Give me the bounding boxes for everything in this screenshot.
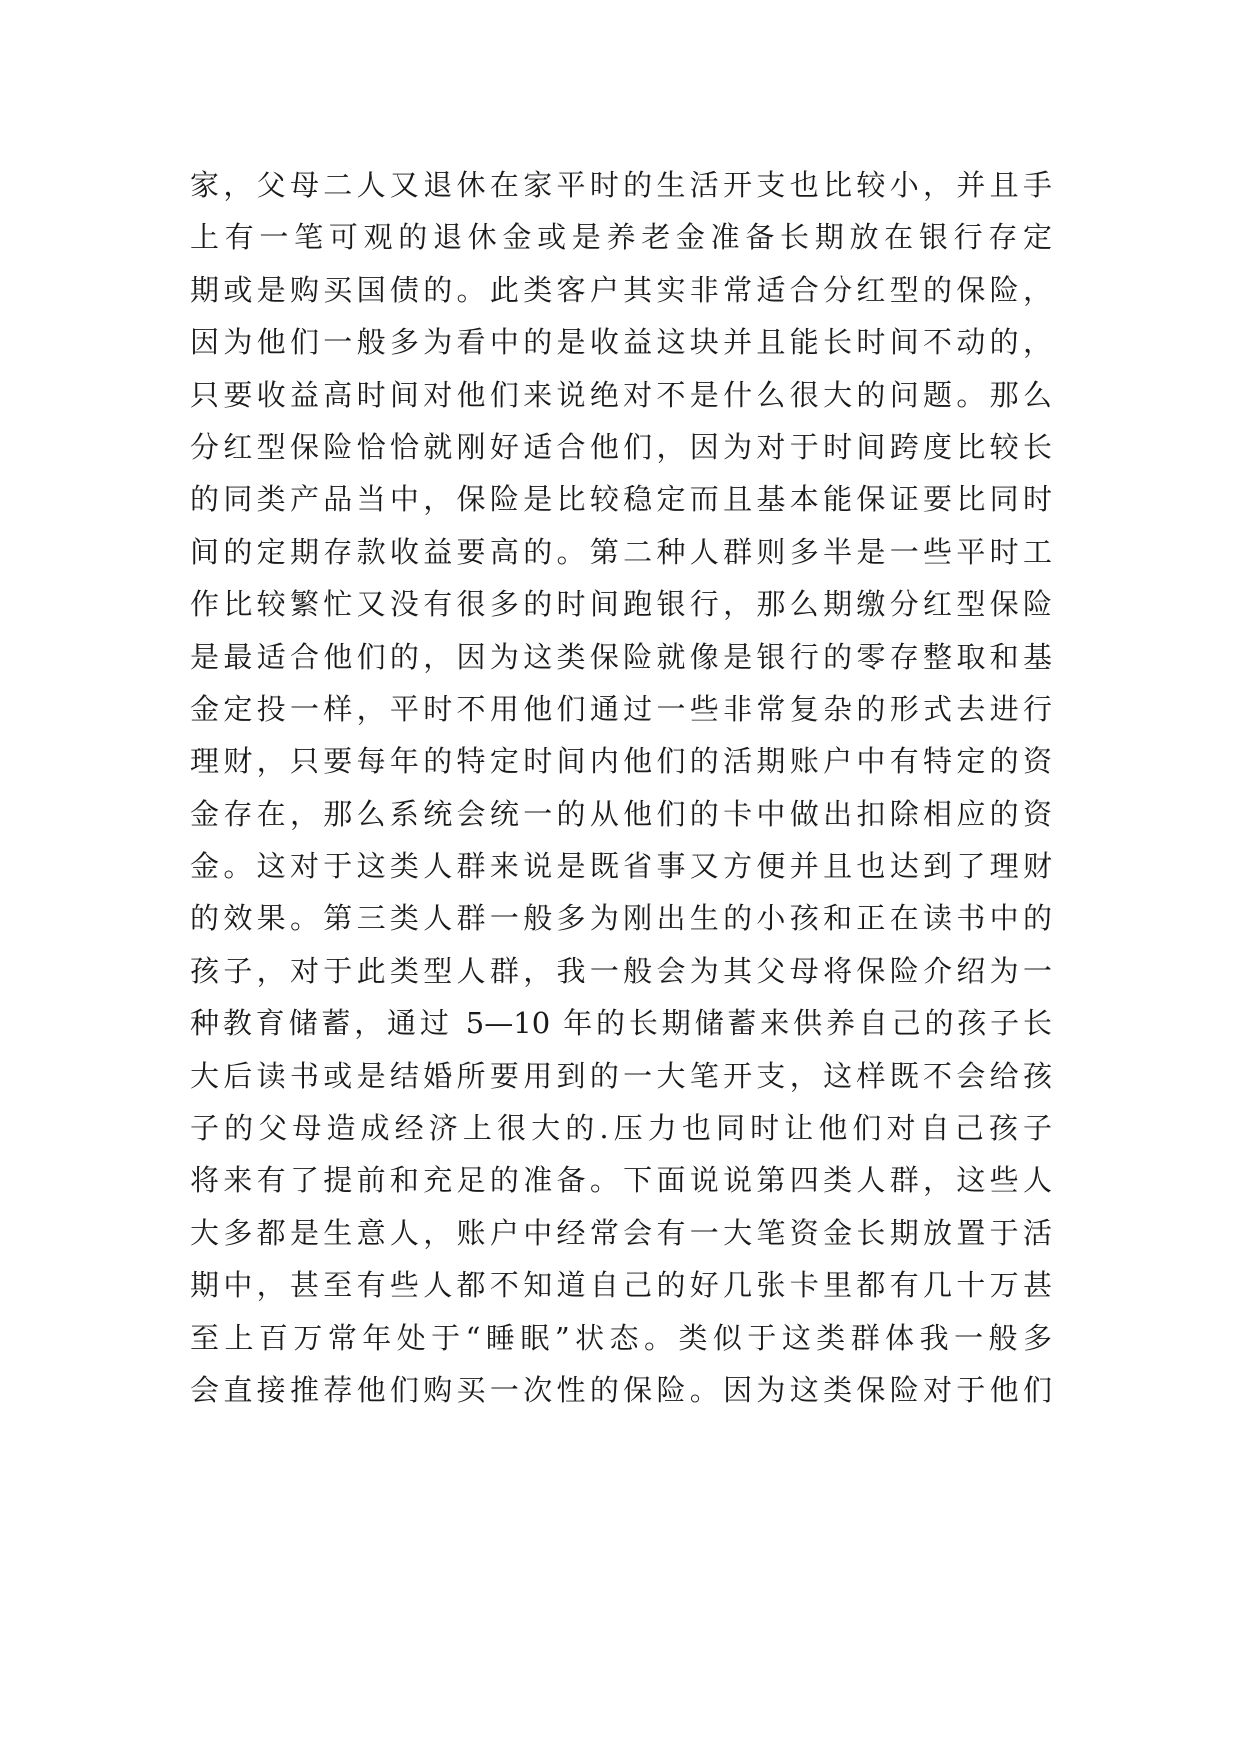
text-line: 金定投一样，平时不用他们通过一些非常复杂的形式去进行 bbox=[190, 691, 1052, 726]
text-line: 的效果。第三类人群一般多为刚出生的小孩和正在读书中的 bbox=[190, 901, 1052, 936]
text-line: 期或是购买国债的。此类客户其实非常适合分红型的保险， bbox=[190, 272, 1052, 307]
text-line: 将来有了提前和充足的准备。下面说说第四类人群，这些人 bbox=[190, 1163, 1052, 1198]
document-body bbox=[190, 159, 1052, 1416]
text-line: 间的定期存款收益要高的。第二种人群则多半是一些平时工 bbox=[190, 534, 1052, 569]
text-line: 期中，甚至有些人都不知道自己的好几张卡里都有几十万甚 bbox=[190, 1268, 1052, 1303]
text-line: 分红型保险恰恰就刚好适合他们，因为对于时间跨度比较长 bbox=[190, 429, 1052, 464]
text-line: 子的父母造成经济上很大的.压力也同时让他们对自己孩子 bbox=[190, 1111, 1052, 1146]
text-line: 金存在，那么系统会统一的从他们的卡中做出扣除相应的资 bbox=[190, 796, 1052, 831]
text-line: 至上百万常年处于“睡眠”状态。类似于这类群体我一般多 bbox=[190, 1320, 1052, 1355]
text-line: 是最适合他们的，因为这类保险就像是银行的零存整取和基 bbox=[190, 639, 1052, 674]
text-line: 家，父母二人又退休在家平时的生活开支也比较小，并且手 bbox=[190, 168, 1052, 202]
text-line: 作比较繁忙又没有很多的时间跑银行，那么期缴分红型保险 bbox=[190, 587, 1052, 622]
text-line: 金。这对于这类人群来说是既省事又方便并且也达到了理财 bbox=[190, 849, 1052, 884]
text-line: 会直接推荐他们购买一次性的保险。因为这类保险对于他们 bbox=[190, 1372, 1052, 1407]
text-line: 因为他们一般多为看中的是收益这块并且能长时间不动的， bbox=[190, 325, 1052, 360]
text-line: 大后读书或是结婚所要用到的一大笔开支，这样既不会给孩 bbox=[190, 1058, 1052, 1093]
text-line: 孩子，对于此类型人群，我一般会为其父母将保险介绍为一 bbox=[190, 953, 1052, 988]
text-line: 只要收益高时间对他们来说绝对不是什么很大的问题。那么 bbox=[190, 377, 1052, 412]
text-line: 的同类产品当中，保险是比较稳定而且基本能保证要比同时 bbox=[190, 482, 1052, 517]
text-line: 理财，只要每年的特定时间内他们的活期账户中有特定的资 bbox=[190, 744, 1052, 779]
text-line: 上有一笔可观的退休金或是养老金准备长期放在银行存定 bbox=[190, 220, 1052, 255]
text-line: 种教育储蓄，通过 5—10 年的长期储蓄来供养自己的孩子长 bbox=[190, 1006, 1052, 1041]
text-line: 大多都是生意人，账户中经常会有一大笔资金长期放置于活 bbox=[190, 1215, 1052, 1250]
